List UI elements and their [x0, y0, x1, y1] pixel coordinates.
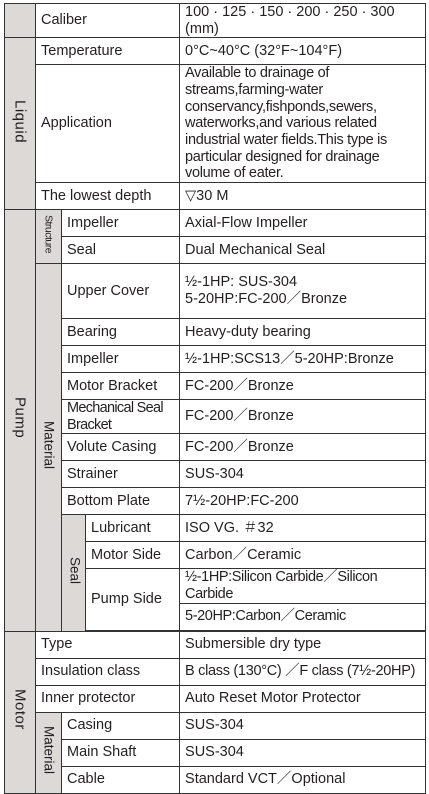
- group-liquid: Liquid: [5, 38, 36, 210]
- row-insulation: [5, 658, 426, 685]
- seal-bracket-value: FC-200／Bronze: [180, 400, 426, 434]
- pump-side-label: Pump Side: [86, 569, 180, 630]
- motor-side-value: Carbon／Ceramic: [180, 542, 426, 569]
- row-motor-type: [5, 631, 426, 658]
- row-lubricant: [5, 515, 426, 542]
- protector-label: Inner protector: [36, 685, 180, 712]
- group-motor: Motor: [5, 631, 36, 793]
- motor-bracket-label: Motor Bracket: [62, 373, 180, 400]
- group-pump: Pump: [5, 210, 36, 632]
- upper-cover-value: [180, 264, 426, 319]
- structure-impeller-label: Impeller: [62, 210, 180, 237]
- application-label: Application: [36, 65, 180, 183]
- motor-bracket-value: FC-200／Bronze: [180, 373, 426, 400]
- cable-label: Cable: [62, 766, 180, 793]
- motor-type-value: Submersible dry type: [180, 631, 426, 658]
- row-structure-seal: [5, 237, 426, 264]
- motor-type-label: Type: [36, 631, 180, 658]
- row-volute: [5, 434, 426, 461]
- volute-value: FC-200／Bronze: [180, 434, 426, 461]
- application-value: Available to drainage of streams,farming-water conservancy,fishponds,sewers, waterworks,and various related industrial water fields.This type is particular designed for drainage volume of eater.: [180, 65, 426, 183]
- row-casing: [5, 712, 426, 739]
- depth-value: ▽30 M: [180, 183, 426, 210]
- material-impeller-value: ½-1HP:SCS13／5-20HP:Bronze: [180, 346, 426, 373]
- row-bearing: [5, 319, 426, 346]
- row-cable: [5, 766, 426, 793]
- insulation-label: Insulation class: [36, 658, 180, 685]
- caliber-value: 100 · 125 · 150 · 200 · 250 · 300 (mm): [180, 4, 426, 38]
- row-material-impeller: [5, 346, 426, 373]
- motor-side-label: Motor Side: [86, 542, 180, 569]
- caliber-label: Caliber: [36, 4, 180, 38]
- row-seal-bracket: [5, 400, 426, 434]
- cable-value: Standard VCT／Optional: [180, 766, 426, 793]
- row-bottom-plate: [5, 488, 426, 515]
- row-application: [5, 65, 426, 183]
- row-protector: [5, 685, 426, 712]
- insulation-value: B class (130°C) ／F class (7½-20HP): [180, 658, 426, 685]
- row-caliber: [5, 4, 426, 38]
- lubricant-value: ISO VG. ＃32: [180, 515, 426, 542]
- casing-label: Casing: [62, 712, 180, 739]
- protector-value: Auto Reset Motor Protector: [180, 685, 426, 712]
- pump-side-value-2: 5-20HP:Carbon／Ceramic: [180, 603, 426, 630]
- pump-side-value-1: ½-1HP:Silicon Carbide／Silicon Carbide: [180, 569, 426, 603]
- temperature-label: Temperature: [36, 38, 180, 65]
- lubricant-label: Lubricant: [86, 515, 180, 542]
- bottom-plate-value: 7½-20HP:FC-200: [180, 488, 426, 515]
- upper-cover-label: Upper Cover: [62, 264, 180, 319]
- row-strainer: [5, 461, 426, 488]
- group-motor-material: Material: [36, 712, 62, 793]
- bearing-label: Bearing: [62, 319, 180, 346]
- row-structure-impeller: [5, 210, 426, 237]
- casing-value: SUS-304: [180, 712, 426, 739]
- depth-label: The lowest depth: [36, 183, 180, 210]
- spec-table: [4, 3, 426, 794]
- row-upper-cover: [5, 264, 426, 319]
- shaft-value: SUS-304: [180, 739, 426, 766]
- bottom-plate-label: Bottom Plate: [62, 488, 180, 515]
- structure-seal-label: Seal: [62, 237, 180, 264]
- upper-cover-value-1: ½-1HP: SUS-304: [185, 274, 298, 291]
- temperature-value: 0°C~40°C (32°F~104°F): [180, 38, 426, 65]
- strainer-value: SUS-304: [180, 461, 426, 488]
- row-temperature: [5, 38, 426, 65]
- bearing-value: Heavy-duty bearing: [180, 319, 426, 346]
- shaft-label: Main Shaft: [62, 739, 180, 766]
- strainer-label: Strainer: [62, 461, 180, 488]
- structure-seal-value: Dual Mechanical Seal: [180, 237, 426, 264]
- row-motor-bracket: [5, 373, 426, 400]
- volute-label: Volute Casing: [62, 434, 180, 461]
- row-depth: [5, 183, 426, 210]
- group-pump-material: Material: [36, 264, 62, 632]
- material-impeller-label: Impeller: [62, 346, 180, 373]
- row-shaft: [5, 739, 426, 766]
- structure-impeller-value: Axial-Flow Impeller: [180, 210, 426, 237]
- seal-bracket-label: Mechanical Seal Bracket: [62, 400, 180, 434]
- group-structure: Structure: [36, 210, 62, 264]
- upper-cover-value-2: 5-20HP:FC-200／Bronze: [185, 291, 348, 308]
- group-seal: Seal: [62, 515, 86, 631]
